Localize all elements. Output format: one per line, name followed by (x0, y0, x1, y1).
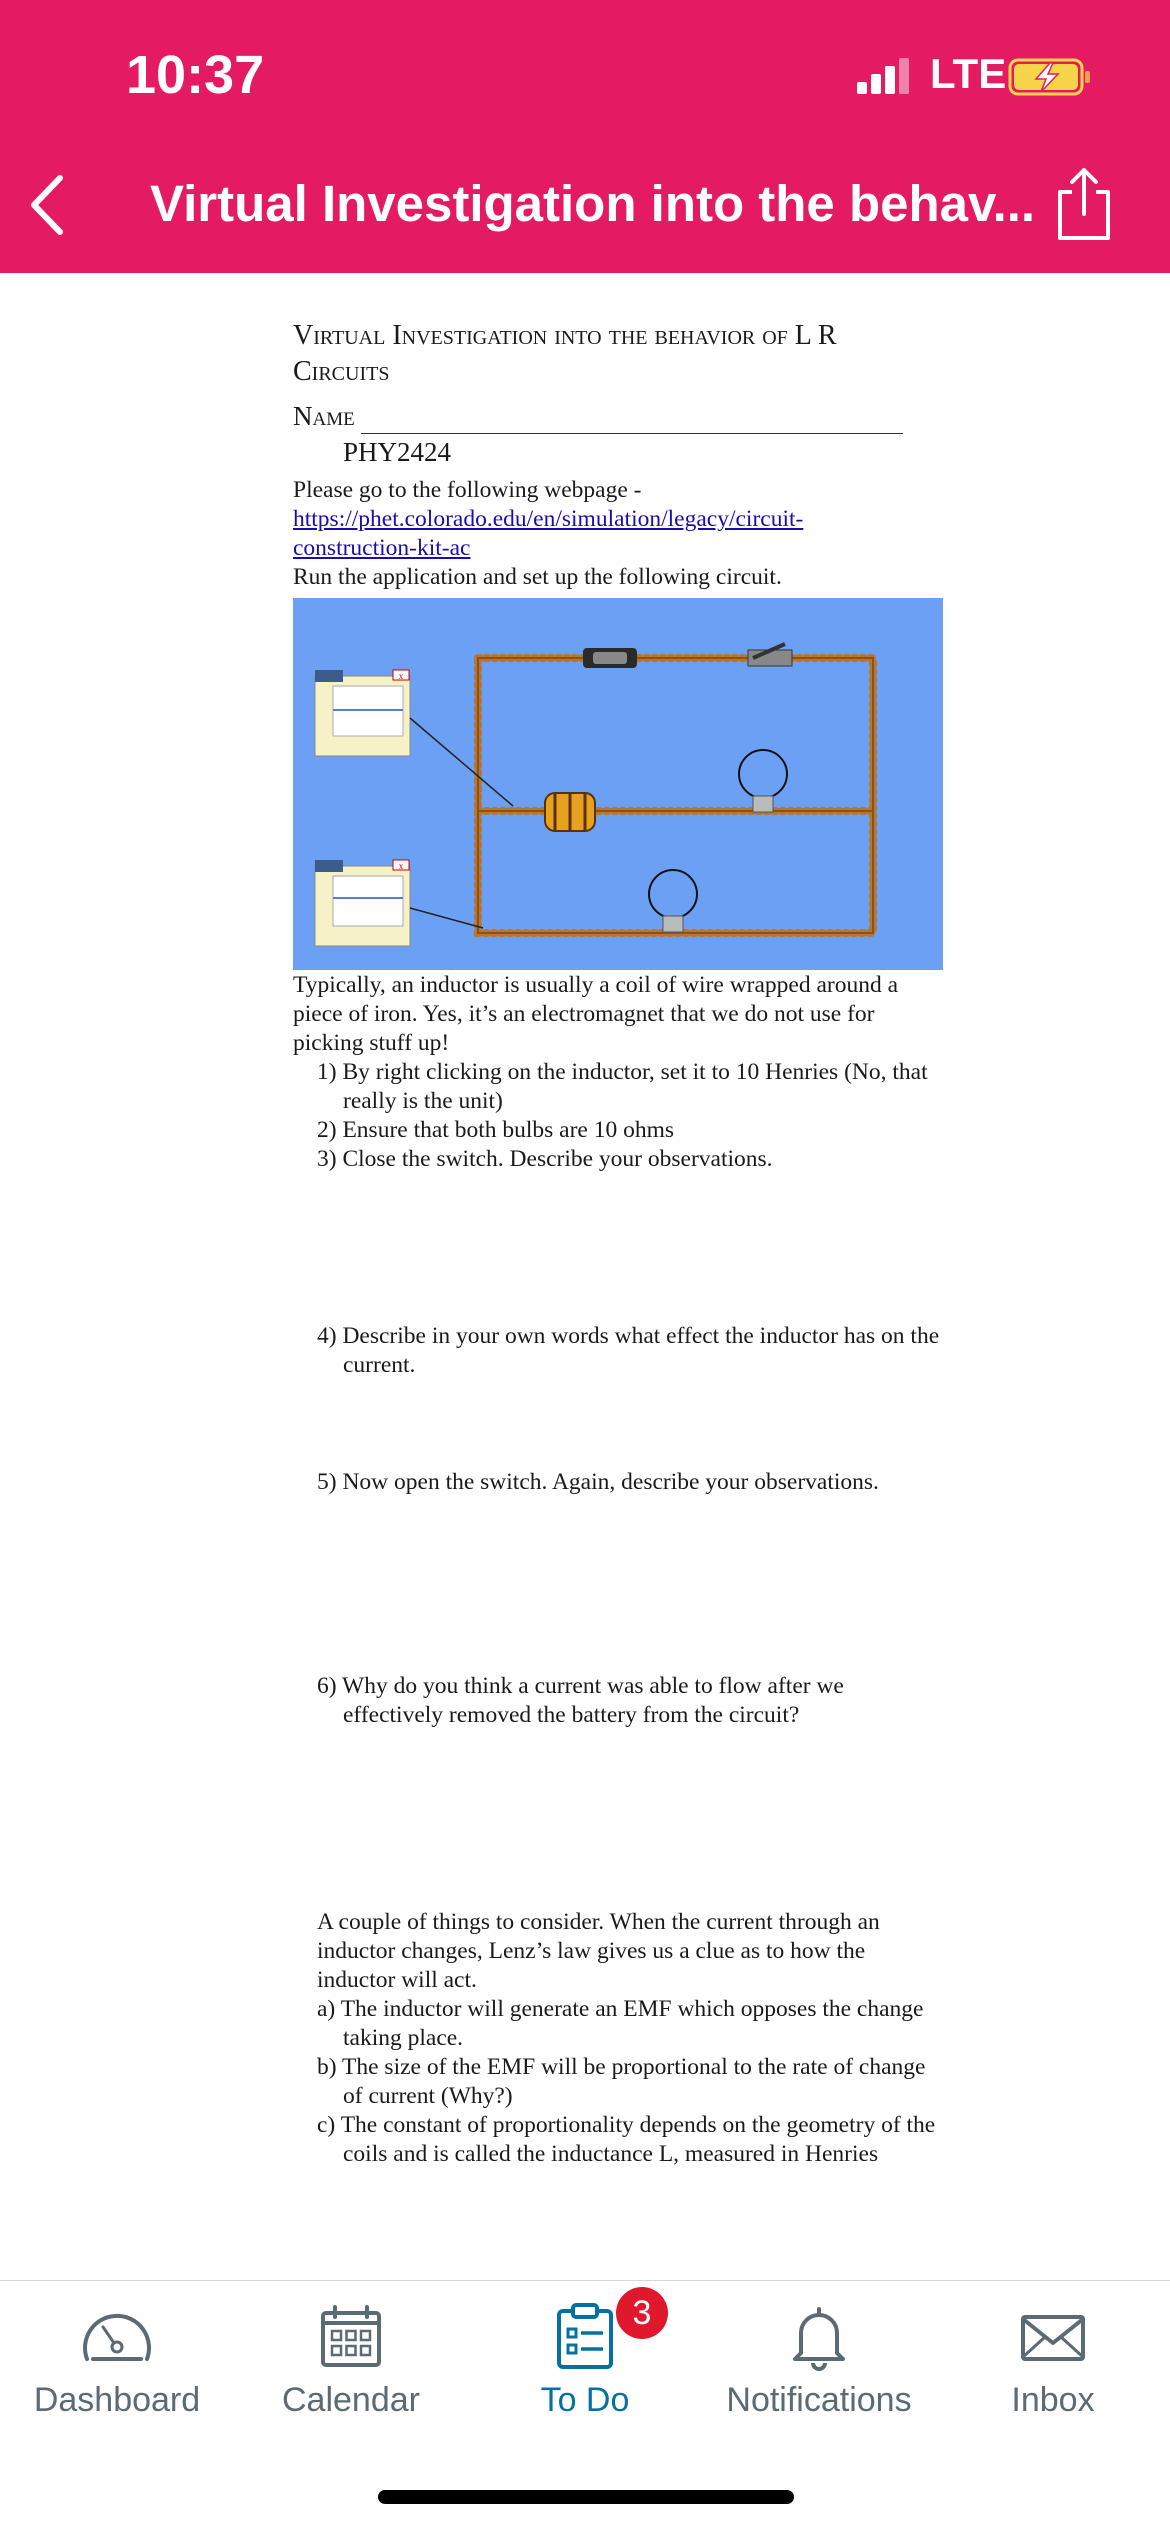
step-3: 3) Close the switch. Describe your observations. (317, 1146, 773, 1172)
consider-intro: A couple of things to consider. When the current through an inductor changes, Lenz’s law gives us a clue as to how the inductor will act. (317, 1909, 880, 1993)
todo-icon (545, 2297, 625, 2377)
back-chevron-icon[interactable] (22, 170, 72, 240)
network-label: LTE (930, 50, 1007, 97)
inductor-description: Typically, an inductor is usually a coil of wire wrapped around a piece of iron. Yes, it’s an electromagnet that we do not use for picking stuff up! (293, 972, 899, 1056)
course-code: PHY2424 (343, 437, 452, 467)
tab-dashboard[interactable] (0, 2281, 234, 2431)
share-icon[interactable] (1052, 164, 1116, 244)
app-header (0, 0, 1170, 273)
todo-count-badge: 3 (616, 2287, 668, 2339)
tab-label-inbox: Inbox (1011, 2381, 1095, 2419)
home-indicator[interactable] (378, 2490, 794, 2504)
circuit-diagram-image (293, 598, 943, 970)
tab-todo[interactable] (468, 2281, 702, 2431)
name-field (293, 402, 903, 431)
phet-link[interactable]: https://phet.colorado.edu/en/simulation/legacy/circuit-construction-kit-ac (293, 506, 804, 561)
status-time: 10:37 (126, 45, 265, 105)
run-instruction: Run the application and set up the following circuit. (293, 564, 782, 590)
step-2: 2) Ensure that both bulbs are 10 ohms (317, 1117, 675, 1143)
battery-charging-icon (1008, 58, 1092, 96)
tab-notifications[interactable] (702, 2281, 936, 2431)
signal-icon (857, 58, 911, 94)
tab-label-todo: To Do (540, 2381, 630, 2419)
name-underline (361, 433, 903, 434)
name-label: Name (293, 401, 355, 431)
tab-label-notifications: Notifications (726, 2381, 912, 2419)
intro-text: Please go to the following webpage - (293, 477, 642, 503)
tab-calendar[interactable] (234, 2281, 468, 2431)
tab-label-dashboard: Dashboard (33, 2381, 201, 2419)
step-1: 1) By right clicking on the inductor, set it to 10 Henries (No, that really is the unit) (317, 1059, 928, 1114)
svg-text:x: x (398, 671, 404, 681)
tab-label-calendar: Calendar (282, 2381, 420, 2419)
tab-inbox[interactable] (936, 2281, 1170, 2431)
question-6: 6) Why do you think a current was able to flow after we effectively removed the battery from the circuit? (317, 1673, 844, 1728)
consider-item-b: b) The size of the EMF will be proportional to the rate of change of current (Why?) (317, 2054, 926, 2109)
calendar-icon (311, 2297, 391, 2377)
document-title: Virtual Investigation into the behavior of L R Circuits (293, 320, 837, 387)
consider-item-c: c) The constant of proportionality depends on the geometry of the coils and is called the inductance L, measured in Henries (317, 2112, 936, 2167)
bell-icon (779, 2297, 859, 2377)
question-5: 5) Now open the switch. Again, describe your observations. (317, 1469, 879, 1495)
question-4: 4) Describe in your own words what effect the inductor has on the current. (317, 1323, 940, 1378)
mail-icon (1013, 2297, 1093, 2377)
page-title: Virtual Investigation into the behav... (150, 175, 1036, 232)
svg-text:x: x (398, 861, 404, 871)
consider-item-a: a) The inductor will generate an EMF which opposes the change taking place. (317, 1996, 924, 2051)
dashboard-icon (77, 2297, 157, 2377)
